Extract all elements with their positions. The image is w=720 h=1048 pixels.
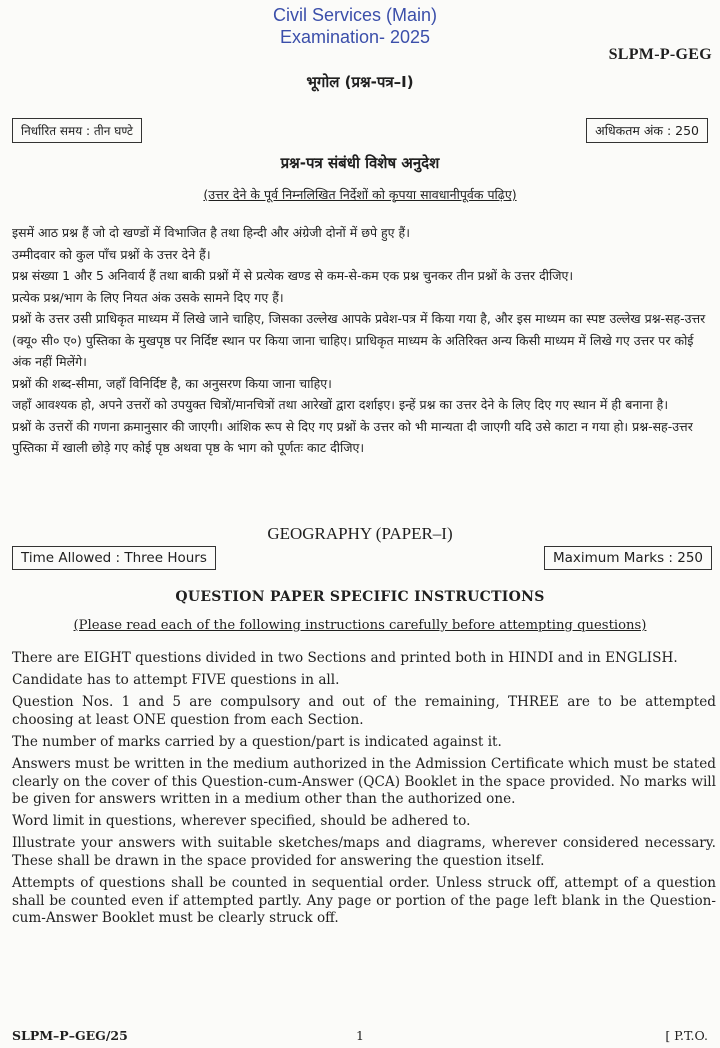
hindi-instructions-note-text: (उत्तर देने के पूर्व निम्नलिखित निर्देशों को कृपया सावधानीपूर्वक पढ़िए) [203, 187, 517, 202]
english-instructions-note-text: (Please read each of the following instructions carefully before attempting questions) [73, 618, 647, 633]
english-time-allowed: Time Allowed : Three Hours [12, 546, 216, 570]
hindi-time-allowed: निर्धारित समय : तीन घण्टे [12, 118, 142, 143]
english-paragraph: Question Nos. 1 and 5 are compulsory and out of the remaining, THREE are to be attempted choosing at least ONE question from each Section. [12, 694, 716, 728]
paper-code: SLPM-P-GEG [608, 46, 712, 63]
english-instructions [12, 650, 716, 932]
english-paragraph: The number of marks carried by a question/part is indicated against it. [12, 733, 502, 750]
exam-stamp [240, 4, 470, 48]
hindi-instructions-title: प्रश्न-पत्र संबंधी विशेष अनुदेश [280, 154, 440, 172]
exam-stamp-line2: Examination- 2025 [279, 27, 431, 47]
hindi-paragraph: प्रश्नों के उत्तरों की गणना क्रमानुसार की जाएगी। आंशिक रूप से दिए गए प्रश्नों के उत्तर को भी मान्यता दी जाएगी यदि उसे काटा न गया हो। प्रश्न-सह-उत्तर पुस्तिका में खाली छोड़े गए कोई पृष्ठ अथवा पृष्ठ के भाग को पूर्णतः काट दीजिए। [12, 418, 693, 455]
english-max-marks: Maximum Marks : 250 [544, 546, 712, 570]
english-paragraph: Attempts of questions shall be counted in sequential order. Unless struck off, attempt of a question shall be counted even if attempted partly. Any page or portion of the page left blank in the Question-cum-Answer Booklet must be clearly struck off. [12, 875, 716, 927]
english-subject: GEOGRAPHY (PAPER–I) [267, 524, 453, 543]
hindi-paragraph: प्रश्नों के उत्तर उसी प्राधिकृत माध्यम में लिखे जाने चाहिए, जिसका उल्लेख आपके प्रवेश-पत्र में किया गया है, और इस माध्यम का स्पष्ट उल्लेख प्रश्न-सह-उत्तर (क्यू० सी० ए०) पुस्तिका के मुखपृष्ठ पर निर्दिष्ट स्थान पर किया जाना चाहिए। प्राधिकृत माध्यम के अतिरिक्त अन्य किसी माध्यम में लिखे गए उत्तर पर कोई अंक नहीं मिलेंगे। [12, 311, 706, 369]
page-number: 1 [356, 1028, 364, 1043]
hindi-subject: भूगोल (प्रश्न-पत्र–I) [306, 73, 414, 91]
english-paragraph: There are EIGHT questions divided in two Sections and printed both in HINDI and in ENGLISH. [12, 650, 678, 666]
hindi-max-marks: अधिकतम अंक : 250 [586, 118, 708, 143]
english-instructions-note [0, 618, 720, 633]
english-paragraph: Candidate has to attempt FIVE questions in all. [12, 672, 340, 689]
footer-code: SLPM–P–GEG/25 [12, 1028, 128, 1043]
hindi-paragraph: प्रश्नों की शब्द-सीमा, जहाँ विनिर्दिष्ट है, का अनुसरण किया जाना चाहिए। [12, 375, 332, 391]
exam-stamp-line1: Civil Services (Main) [272, 5, 438, 25]
hindi-instructions [12, 222, 708, 459]
hindi-paragraph: उम्मीदवार को कुल पाँच प्रश्नों के उत्तर देने हैं। [12, 246, 211, 262]
english-paragraph: Illustrate your answers with suitable sketches/maps and diagrams, wherever considered necessary. These shall be drawn in the space provided for answering the question itself. [12, 835, 716, 869]
hindi-instructions-note [0, 186, 720, 203]
hindi-paragraph: जहाँ आवश्यक हो, अपने उत्तरों को उपयुक्त चित्रों/मानचित्रों तथा आरेखों द्वारा दर्शाइए। इन्हें प्रश्न का उत्तर देने के लिए दिए गए स्थान में ही बनाना है। [12, 397, 669, 412]
hindi-paragraph: प्रश्न संख्या 1 और 5 अनिवार्य हैं तथा बाकी प्रश्नों में से प्रत्येक खण्ड से कम-से-कम एक प्रश्न चुनकर तीन प्रश्नों के उत्तर दीजिए। [12, 268, 574, 283]
english-paragraph: Word limit in questions, wherever specified, should be adhered to. [12, 813, 471, 830]
english-instructions-title: QUESTION PAPER SPECIFIC INSTRUCTIONS [175, 589, 545, 605]
hindi-paragraph: इसमें आठ प्रश्न हैं जो दो खण्डों में विभाजित है तथा हिन्दी और अंग्रेजी दोनों में छपे हुए हैं। [12, 225, 410, 240]
pto-label: [ P.T.O. [665, 1028, 708, 1043]
hindi-paragraph: प्रत्येक प्रश्न/भाग के लिए नियत अंक उसके सामने दिए गए हैं। [12, 289, 284, 305]
english-paragraph: Answers must be written in the medium authorized in the Admission Certificate which must be stated clearly on the cover of this Question-cum-Answer (QCA) Booklet in the space provided. No marks will be given for answers written in a medium other than the authorized one. [12, 755, 716, 808]
